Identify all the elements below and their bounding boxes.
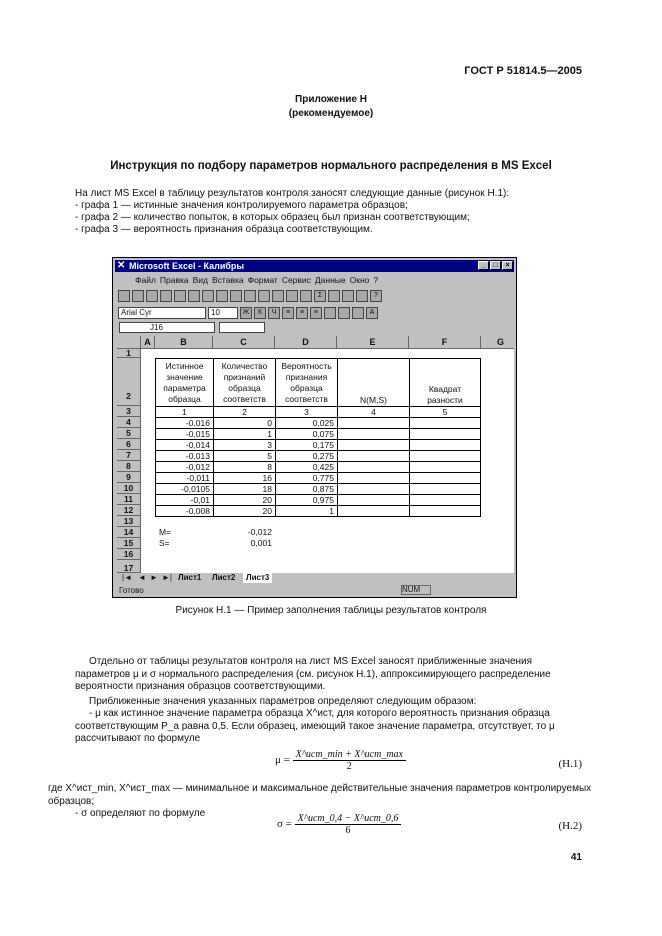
section-title: Инструкция по подбору параметров нормального распределения в MS Excel xyxy=(110,160,552,172)
paragraph-4: - σ определяют по формуле xyxy=(75,808,206,819)
data-cell-e12[interactable] xyxy=(337,505,409,517)
header-cell-b2[interactable]: Истинное значение параметра образца xyxy=(155,358,213,406)
row-header-14[interactable]: 14 xyxy=(117,527,141,538)
paragraph-2: Приближенные значения указанных параметров определяют следующим образом: xyxy=(89,695,477,707)
data-cell-c12[interactable]: 20 xyxy=(213,505,275,517)
colnum-cell-b3[interactable]: 1 xyxy=(155,406,213,417)
status-text: Готово xyxy=(119,586,144,595)
header-cell-c2[interactable]: Количество признаний образца соответств xyxy=(213,358,275,406)
data-cell-d7[interactable]: 0,275 xyxy=(275,450,337,461)
eq2-lhs: σ = xyxy=(277,818,292,831)
align-left-icon[interactable]: ≡ xyxy=(282,307,294,319)
data-cell-b8[interactable]: -0,012 xyxy=(155,461,213,472)
data-cell-f11[interactable] xyxy=(409,494,481,505)
menu-file[interactable]: Файл xyxy=(135,275,156,285)
menu-data[interactable]: Данные xyxy=(314,275,346,285)
colnum-cell-c3[interactable]: 2 xyxy=(213,406,275,417)
hyperlink-icon[interactable] xyxy=(286,290,298,302)
spelling-icon[interactable] xyxy=(188,290,200,302)
data-cell-c11[interactable]: 20 xyxy=(213,494,275,505)
equation-2-number: (Н.2) xyxy=(558,820,582,832)
m-label-cell[interactable]: M= xyxy=(159,527,172,537)
borders-icon[interactable] xyxy=(338,307,350,319)
print-preview-icon[interactable] xyxy=(174,290,186,302)
intro-lead: На лист MS Excel в таблицу результатов контроля заносят следующие данные (рисунок Н.1): xyxy=(75,188,510,199)
paragraph-3: - μ как истинное значение параметра образца X^ист, для которого вероятность признания образца соответствующим P_a равна 0,5. Если образец, имеющий такое значение параметра, отсутствует, то μ рассчитывают по формуле xyxy=(75,708,555,744)
data-cell-e9[interactable] xyxy=(337,472,409,483)
row-header-3[interactable]: 3 xyxy=(117,406,141,417)
equation-1 xyxy=(275,749,406,772)
data-cell-f8[interactable] xyxy=(409,461,481,472)
sheet-tab-2[interactable]: Лист2 xyxy=(212,573,236,582)
appendix-title: Приложение Н xyxy=(295,94,367,105)
col-header-b[interactable]: B xyxy=(155,336,213,349)
row-header-2[interactable]: 2 xyxy=(117,358,141,406)
data-cell-f10[interactable] xyxy=(409,483,481,494)
menu-format[interactable]: Формат xyxy=(247,275,278,285)
intro-block xyxy=(75,188,595,236)
intro-item-1: - графа 1 — истинные значения контролируемого параметра образцов; xyxy=(75,200,408,211)
appendix-heading xyxy=(0,93,662,121)
cut-icon[interactable] xyxy=(202,290,214,302)
paragraph-1: Отдельно от таблицы результатов контроля на лист MS Excel заносят приближенные значения параметров μ и σ нормального распределения (см. рисунок Н.1), аппроксимирующего распределение вероятности признания образцов соответствующими. xyxy=(75,656,551,692)
figure-caption: Рисунок Н.1 — Пример заполнения таблицы результатов контроля xyxy=(175,605,487,616)
row-header-1[interactable]: 1 xyxy=(117,349,141,358)
row-header-12[interactable]: 12 xyxy=(117,505,141,516)
equation-2 xyxy=(277,813,401,836)
eq1-denominator: 2 xyxy=(346,761,352,772)
font-size-select[interactable]: 10 xyxy=(208,307,238,319)
web-icon[interactable] xyxy=(300,290,312,302)
data-cell-b7[interactable]: -0,013 xyxy=(155,450,213,461)
data-cell-c9[interactable]: 16 xyxy=(213,472,275,483)
sheet-nav-next-icon[interactable]: ► xyxy=(150,573,158,582)
data-cell-c7[interactable]: 5 xyxy=(213,450,275,461)
excel-window-title: Microsoft Excel - Калибры xyxy=(129,261,245,271)
page-number: 41 xyxy=(570,852,582,863)
data-cell-d8[interactable]: 0,425 xyxy=(275,461,337,472)
header-cell-e2[interactable] xyxy=(337,358,409,406)
paste-icon[interactable] xyxy=(230,290,242,302)
sheet-nav-first-icon[interactable]: |◄ xyxy=(122,573,132,582)
status-bar xyxy=(115,585,514,596)
data-cell-f4[interactable] xyxy=(409,417,481,428)
m-value-cell[interactable]: -0,012 xyxy=(247,527,272,537)
sheet-tab-bar xyxy=(117,573,514,583)
body-text xyxy=(75,656,585,746)
data-cell-c4[interactable]: 0 xyxy=(213,417,275,428)
data-cell-d11[interactable]: 0,975 xyxy=(275,494,337,505)
header-e-label: N(M,S) xyxy=(360,395,387,405)
col-header-g[interactable]: G xyxy=(481,336,514,349)
align-right-icon[interactable]: ≡ xyxy=(310,307,322,319)
worksheet-grid xyxy=(117,336,514,573)
excel-menubar xyxy=(115,274,514,286)
col-header-c[interactable]: C xyxy=(213,336,275,349)
row-header-13[interactable]: 13 xyxy=(117,516,141,527)
formula-bar xyxy=(115,322,514,334)
data-cell-b11[interactable]: -0,01 xyxy=(155,494,213,505)
redo-icon[interactable] xyxy=(272,290,284,302)
font-color-icon[interactable]: A xyxy=(366,307,378,319)
colnum-cell-e3[interactable]: 4 xyxy=(337,406,409,417)
data-cell-b6[interactable]: -0,014 xyxy=(155,439,213,450)
data-cell-e11[interactable] xyxy=(337,494,409,505)
data-cell-f5[interactable] xyxy=(409,428,481,439)
col-header-d[interactable]: D xyxy=(275,336,337,349)
standard-toolbar xyxy=(115,288,514,303)
underline-icon[interactable]: Ч xyxy=(268,307,280,319)
row-header-15[interactable]: 15 xyxy=(117,538,141,549)
row-header-17[interactable]: 17 xyxy=(117,560,141,573)
excel-titlebar xyxy=(115,260,514,272)
row-header-7[interactable]: 7 xyxy=(117,450,141,461)
data-cell-c8[interactable]: 8 xyxy=(213,461,275,472)
maximize-icon[interactable]: □ xyxy=(490,261,501,270)
sheet-tab-1[interactable]: Лист1 xyxy=(178,573,202,582)
s-label-cell[interactable]: S= xyxy=(159,538,170,548)
copy-icon[interactable] xyxy=(216,290,228,302)
header-f-label: Квадрат разности xyxy=(427,384,463,405)
minimize-icon[interactable]: _ xyxy=(478,261,489,270)
data-cell-e8[interactable] xyxy=(337,461,409,472)
intro-item-3: - графа 3 — вероятность признания образца соответствующим. xyxy=(75,224,373,235)
name-box[interactable]: J16 xyxy=(119,322,215,333)
data-cell-b12[interactable]: -0,008 xyxy=(155,505,213,517)
col-header-e[interactable]: E xyxy=(337,336,409,349)
appendix-subtitle: (рекомендуемое) xyxy=(288,108,374,119)
col-header-f[interactable]: F xyxy=(409,336,481,349)
formula-input[interactable] xyxy=(219,322,265,333)
menu-edit[interactable]: Правка xyxy=(159,275,189,285)
data-cell-d12[interactable]: 1 xyxy=(275,505,337,517)
data-cell-e6[interactable] xyxy=(337,439,409,450)
row-header-6[interactable]: 6 xyxy=(117,439,141,450)
data-cell-b9[interactable]: -0,011 xyxy=(155,472,213,483)
sort-icon[interactable] xyxy=(342,290,354,302)
eq2-denominator: 6 xyxy=(345,825,351,836)
equation-1-number: (Н.1) xyxy=(558,758,582,770)
save-icon[interactable] xyxy=(146,290,158,302)
row-header-9[interactable]: 9 xyxy=(117,472,141,483)
data-cell-f9[interactable] xyxy=(409,472,481,483)
chart-wizard-icon[interactable] xyxy=(356,290,368,302)
merge-center-icon[interactable] xyxy=(324,307,336,319)
row-header-4[interactable]: 4 xyxy=(117,417,141,428)
data-cell-f6[interactable] xyxy=(409,439,481,450)
sheet-nav-prev-icon[interactable]: ◄ xyxy=(138,573,146,582)
data-cell-d5[interactable]: 0,075 xyxy=(275,428,337,439)
menu-help[interactable]: ? xyxy=(373,275,379,285)
row-header-11[interactable]: 11 xyxy=(117,494,141,505)
data-cell-b5[interactable]: -0,015 xyxy=(155,428,213,439)
data-cell-d4[interactable]: 0,025 xyxy=(275,417,337,428)
eq1-lhs: μ = xyxy=(275,754,290,767)
menu-insert[interactable]: Вставка xyxy=(212,275,244,285)
print-icon[interactable] xyxy=(160,290,172,302)
data-cell-c5[interactable]: 1 xyxy=(213,428,275,439)
menu-tools[interactable]: Сервис xyxy=(281,275,311,285)
new-file-icon[interactable] xyxy=(118,290,130,302)
excel-window xyxy=(112,257,517,598)
undo-icon[interactable] xyxy=(258,290,270,302)
open-file-icon[interactable] xyxy=(132,290,144,302)
align-center-icon[interactable]: ≡ xyxy=(296,307,308,319)
data-cell-e4[interactable] xyxy=(337,417,409,428)
close-icon[interactable]: × xyxy=(502,261,513,270)
eq2-numerator: X^ист_0,4 − X^ист_0,6 xyxy=(295,813,402,825)
fill-color-icon[interactable] xyxy=(352,307,364,319)
data-cell-d10[interactable]: 0,875 xyxy=(275,483,337,494)
data-cell-e10[interactable] xyxy=(337,483,409,494)
data-cell-c10[interactable]: 18 xyxy=(213,483,275,494)
data-cell-b10[interactable]: -0,0105 xyxy=(155,483,213,494)
data-cell-d9[interactable]: 0,775 xyxy=(275,472,337,483)
data-cell-e5[interactable] xyxy=(337,428,409,439)
help-icon[interactable]: ? xyxy=(370,290,382,302)
intro-item-2: - графа 2 — количество попыток, в которых образец был признан соответствующим; xyxy=(75,212,470,223)
header-cell-f2[interactable] xyxy=(409,358,481,406)
header-cell-d2[interactable]: Вероятность признания образца соответств xyxy=(275,358,337,406)
data-cell-b4[interactable]: -0,016 xyxy=(155,417,213,428)
bold-icon[interactable]: Ж xyxy=(240,307,252,319)
data-cell-d6[interactable]: 0,175 xyxy=(275,439,337,450)
row-header-5[interactable]: 5 xyxy=(117,428,141,439)
italic-icon[interactable]: К xyxy=(254,307,266,319)
sheet-tab-3-active[interactable]: Лист3 xyxy=(243,573,272,583)
menu-view[interactable]: Вид xyxy=(192,275,209,285)
standard-number: ГОСТ Р 51814.5—2005 xyxy=(464,65,582,77)
font-name-select[interactable]: Arial Cyr xyxy=(118,307,206,319)
data-cell-f12[interactable] xyxy=(409,505,481,517)
where-text: где X^ист_min, X^ист_max — минимальное и максимальное действительные значения параметров контролируемых образцов; xyxy=(48,783,592,807)
data-cell-f7[interactable] xyxy=(409,450,481,461)
row-header-8[interactable]: 8 xyxy=(117,461,141,472)
formatting-toolbar xyxy=(115,305,514,320)
row-header-16[interactable]: 16 xyxy=(117,549,141,560)
colnum-cell-d3[interactable]: 3 xyxy=(275,406,337,417)
autosum-icon[interactable]: Σ xyxy=(314,290,326,302)
data-cell-c6[interactable]: 3 xyxy=(213,439,275,450)
function-icon[interactable] xyxy=(328,290,340,302)
colnum-cell-f3[interactable]: 5 xyxy=(409,406,481,417)
num-lock-indicator: NUM xyxy=(401,585,431,595)
format-painter-icon[interactable] xyxy=(244,290,256,302)
excel-logo-icon: ✕ xyxy=(117,260,126,271)
s-value-cell[interactable]: 0,001 xyxy=(250,538,272,548)
row-header-10[interactable]: 10 xyxy=(117,483,141,494)
menu-window[interactable]: Окно xyxy=(349,275,370,285)
col-header-a[interactable]: A xyxy=(141,336,155,349)
data-cell-e7[interactable] xyxy=(337,450,409,461)
sheet-nav-last-icon[interactable]: ►| xyxy=(162,573,172,582)
eq1-numerator: X^ист_min + X^ист_max xyxy=(293,749,406,761)
